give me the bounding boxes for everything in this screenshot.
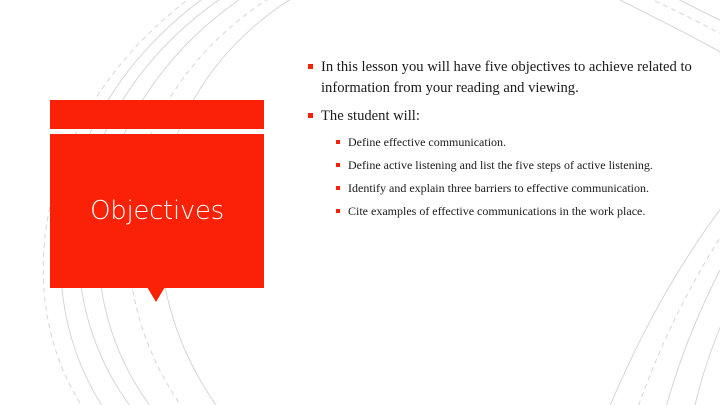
title-accent-strip [50,100,264,129]
title-pointer [147,287,165,302]
sub-bullet-text: Define active listening and list the five steps of active listening. [348,158,653,172]
title-box [50,134,264,288]
slide-title: Objectives [90,196,224,226]
square-bullet-icon [336,163,340,167]
square-bullet-icon [336,186,340,190]
sub-bullet-text: Define effective communication. [348,135,507,149]
bullet-item [308,106,703,127]
sub-bullet-item [308,157,703,174]
bullet-text: In this lesson you will have five objectives to achieve related to information from your reading and viewing. [321,59,692,96]
square-bullet-icon [336,140,340,144]
sub-bullet-text: Identify and explain three barriers to effective communication. [348,181,649,195]
sub-bullet-item [308,180,703,197]
bullet-text: The student will: [321,108,420,124]
sub-bullet-item [308,203,703,220]
content-area [308,57,703,226]
square-bullet-icon [308,64,313,69]
sub-bullet-text: Cite examples of effective communications in the work place. [348,204,646,218]
sub-bullet-list [308,134,703,220]
square-bullet-icon [336,209,340,213]
square-bullet-icon [308,113,313,118]
bullet-item [308,57,703,99]
sub-bullet-item [308,134,703,151]
